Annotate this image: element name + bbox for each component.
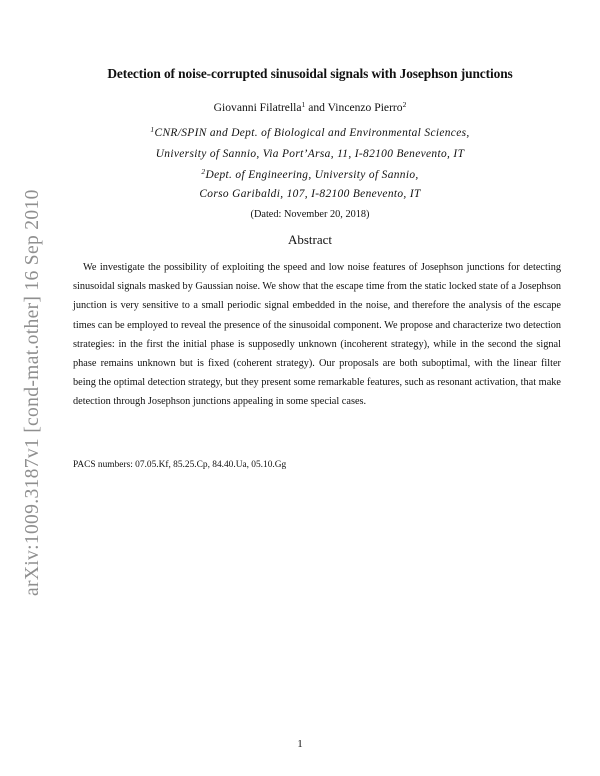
author-line [40, 100, 580, 114]
abstract-text: We investigate the possibility of exploiting the speed and low noise features of Josephson junctions for detecting sinusoidal signals masked by Gaussian noise. We show that the escape time from the static locked state of a Josephson junction is very sensitive to a small periodic signal embedded in the noise, and therefore the analysis of the escape times can be employed to reveal the presence of the sinusoidal component. We propose and characterize two detection strategies: in the first the initial phase is supposedly unknown (incoherent strategy), while in the second the signal phase remains unknown but is fixed (coherent strategy). Our proposals are both suboptimal, with the linear filter being the optimal detection strategy, but they present some remarkable features, such as resonant activation, that make detection through Josephson junctions appealing in some special cases. [73, 262, 561, 408]
dated-line: (Dated: November 20, 2018) [250, 209, 370, 220]
pacs-numbers: PACS numbers: 07.05.Kf, 85.25.Cp, 84.40.Ua, 05.10.Gg [73, 460, 287, 470]
author-connector: and [305, 101, 328, 114]
affiliation-line: Corso Garibaldi, 107, I-82100 Benevento, IT [199, 188, 421, 200]
arxiv-identifier-stamp: arXiv:1009.3187v1 [cond-mat.other] 16 Sep 2010 [22, 189, 43, 596]
affiliation-line: $^1$CNR/SPIN and Dept. of Biological and Environmental Sciences, [150, 125, 470, 139]
page-number: 1 [297, 738, 303, 750]
affiliation-mark: 2 [201, 167, 206, 176]
paper-title: Detection of noise-corrupted sinusoidal signals with Josephson junctions [107, 66, 513, 81]
affiliation-line: $^2$Dept. of Engineering, University of Sannio, [201, 167, 419, 181]
affiliation-mark: 1 [301, 100, 306, 109]
author-name: Giovanni Filatrella [213, 101, 302, 114]
abstract-heading: Abstract [287, 232, 333, 247]
affiliation-mark: 1 [150, 125, 155, 134]
affiliation-line: University of Sannio, Via Port’Arsa, 11, I-82100 Benevento, IT [155, 148, 465, 160]
author-name: Vincenzo Pierro [327, 101, 403, 114]
affiliation-mark: 2 [402, 100, 407, 109]
